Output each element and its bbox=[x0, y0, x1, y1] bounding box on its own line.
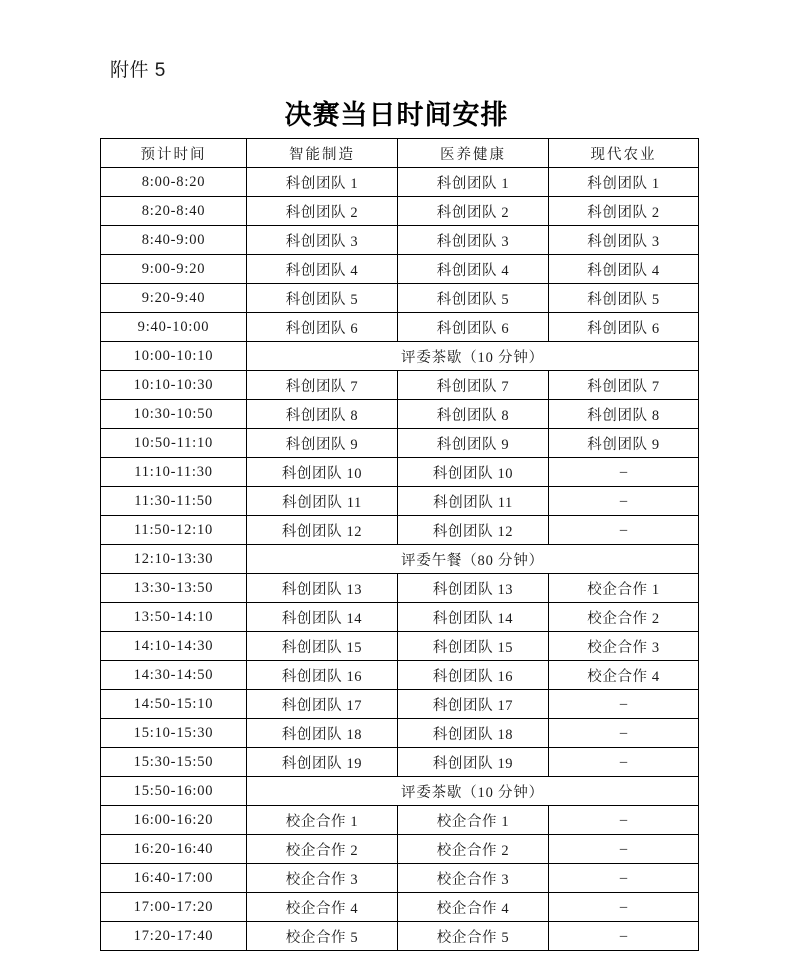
cell-track2: 科创团队 11 bbox=[398, 487, 549, 516]
cell-track3: – bbox=[549, 806, 699, 835]
cell-track3: – bbox=[549, 516, 699, 545]
table-row bbox=[101, 777, 699, 806]
cell-time: 10:10-10:30 bbox=[101, 371, 247, 400]
table-header-row bbox=[101, 139, 699, 168]
cell-time: 12:10-13:30 bbox=[101, 545, 247, 574]
table-row bbox=[101, 748, 699, 777]
cell-track1: 科创团队 2 bbox=[247, 197, 398, 226]
cell-track1: 科创团队 10 bbox=[247, 458, 398, 487]
cell-time: 17:20-17:40 bbox=[101, 922, 247, 951]
cell-track3: 科创团队 6 bbox=[549, 313, 699, 342]
cell-track3: – bbox=[549, 487, 699, 516]
cell-track3: – bbox=[549, 922, 699, 951]
cell-time: 8:40-9:00 bbox=[101, 226, 247, 255]
table-row bbox=[101, 516, 699, 545]
column-header-track3: 现代农业 bbox=[549, 139, 699, 168]
cell-track1: 科创团队 16 bbox=[247, 661, 398, 690]
cell-track1: 科创团队 18 bbox=[247, 719, 398, 748]
table-row bbox=[101, 284, 699, 313]
cell-track3: 科创团队 8 bbox=[549, 400, 699, 429]
cell-time: 9:00-9:20 bbox=[101, 255, 247, 284]
cell-track2: 科创团队 6 bbox=[398, 313, 549, 342]
cell-time: 10:00-10:10 bbox=[101, 342, 247, 371]
cell-time: 8:00-8:20 bbox=[101, 168, 247, 197]
table-row bbox=[101, 255, 699, 284]
table-row bbox=[101, 893, 699, 922]
cell-break-notice: 评委午餐（80 分钟） bbox=[247, 545, 699, 574]
cell-track3: 科创团队 1 bbox=[549, 168, 699, 197]
cell-track2: 科创团队 13 bbox=[398, 574, 549, 603]
cell-track2: 校企合作 2 bbox=[398, 835, 549, 864]
cell-track1: 科创团队 12 bbox=[247, 516, 398, 545]
cell-track2: 科创团队 7 bbox=[398, 371, 549, 400]
cell-time: 11:10-11:30 bbox=[101, 458, 247, 487]
table-header bbox=[101, 139, 699, 168]
table-row bbox=[101, 197, 699, 226]
cell-time: 15:10-15:30 bbox=[101, 719, 247, 748]
cell-track2: 科创团队 1 bbox=[398, 168, 549, 197]
cell-track1: 科创团队 6 bbox=[247, 313, 398, 342]
page-title: 决赛当日时间安排 bbox=[284, 100, 509, 130]
cell-track2: 科创团队 19 bbox=[398, 748, 549, 777]
cell-time: 10:30-10:50 bbox=[101, 400, 247, 429]
cell-track1: 科创团队 8 bbox=[247, 400, 398, 429]
cell-track2: 科创团队 14 bbox=[398, 603, 549, 632]
column-header-track2: 医养健康 bbox=[398, 139, 549, 168]
cell-time: 16:00-16:20 bbox=[101, 806, 247, 835]
cell-track3: – bbox=[549, 864, 699, 893]
cell-track3: – bbox=[549, 835, 699, 864]
cell-track3: – bbox=[549, 748, 699, 777]
cell-track3: 科创团队 3 bbox=[549, 226, 699, 255]
cell-track1: 科创团队 7 bbox=[247, 371, 398, 400]
table-row bbox=[101, 371, 699, 400]
table-row bbox=[101, 313, 699, 342]
cell-break-notice: 评委茶歇（10 分钟） bbox=[247, 777, 699, 806]
table-row bbox=[101, 487, 699, 516]
cell-time: 10:50-11:10 bbox=[101, 429, 247, 458]
cell-track2: 校企合作 4 bbox=[398, 893, 549, 922]
table-row bbox=[101, 864, 699, 893]
table-row bbox=[101, 400, 699, 429]
cell-track1: 校企合作 4 bbox=[247, 893, 398, 922]
cell-track1: 校企合作 5 bbox=[247, 922, 398, 951]
table-row bbox=[101, 661, 699, 690]
cell-time: 9:20-9:40 bbox=[101, 284, 247, 313]
cell-time: 15:50-16:00 bbox=[101, 777, 247, 806]
cell-track3: 科创团队 5 bbox=[549, 284, 699, 313]
table-row bbox=[101, 226, 699, 255]
cell-time: 14:10-14:30 bbox=[101, 632, 247, 661]
cell-time: 16:20-16:40 bbox=[101, 835, 247, 864]
table-row bbox=[101, 168, 699, 197]
cell-track1: 科创团队 13 bbox=[247, 574, 398, 603]
table-row bbox=[101, 806, 699, 835]
cell-track1: 科创团队 5 bbox=[247, 284, 398, 313]
table-row bbox=[101, 458, 699, 487]
cell-time: 11:50-12:10 bbox=[101, 516, 247, 545]
cell-track3: – bbox=[549, 458, 699, 487]
table-row bbox=[101, 545, 699, 574]
cell-time: 11:30-11:50 bbox=[101, 487, 247, 516]
cell-track3: – bbox=[549, 893, 699, 922]
cell-track3: – bbox=[549, 719, 699, 748]
cell-track2: 科创团队 15 bbox=[398, 632, 549, 661]
cell-time: 14:50-15:10 bbox=[101, 690, 247, 719]
cell-track1: 科创团队 1 bbox=[247, 168, 398, 197]
table-row bbox=[101, 835, 699, 864]
table-row bbox=[101, 632, 699, 661]
cell-time: 15:30-15:50 bbox=[101, 748, 247, 777]
column-header-track1: 智能制造 bbox=[247, 139, 398, 168]
cell-track1: 科创团队 4 bbox=[247, 255, 398, 284]
cell-track2: 科创团队 16 bbox=[398, 661, 549, 690]
cell-time: 14:30-14:50 bbox=[101, 661, 247, 690]
cell-track2: 科创团队 17 bbox=[398, 690, 549, 719]
table-row bbox=[101, 342, 699, 371]
table-row bbox=[101, 922, 699, 951]
cell-track1: 科创团队 19 bbox=[247, 748, 398, 777]
cell-time: 9:40-10:00 bbox=[101, 313, 247, 342]
cell-time: 13:50-14:10 bbox=[101, 603, 247, 632]
table-row bbox=[101, 690, 699, 719]
cell-track2: 科创团队 8 bbox=[398, 400, 549, 429]
cell-track1: 校企合作 1 bbox=[247, 806, 398, 835]
cell-track2: 科创团队 18 bbox=[398, 719, 549, 748]
table-row bbox=[101, 603, 699, 632]
cell-track3: 科创团队 7 bbox=[549, 371, 699, 400]
cell-track2: 校企合作 3 bbox=[398, 864, 549, 893]
cell-break-notice: 评委茶歇（10 分钟） bbox=[247, 342, 699, 371]
table-row bbox=[101, 574, 699, 603]
cell-track1: 校企合作 2 bbox=[247, 835, 398, 864]
cell-track2: 校企合作 1 bbox=[398, 806, 549, 835]
cell-track2: 校企合作 5 bbox=[398, 922, 549, 951]
table-row bbox=[101, 429, 699, 458]
cell-time: 13:30-13:50 bbox=[101, 574, 247, 603]
cell-track3: – bbox=[549, 690, 699, 719]
cell-track1: 校企合作 3 bbox=[247, 864, 398, 893]
cell-track1: 科创团队 14 bbox=[247, 603, 398, 632]
cell-time: 16:40-17:00 bbox=[101, 864, 247, 893]
cell-track1: 科创团队 17 bbox=[247, 690, 398, 719]
cell-track2: 科创团队 3 bbox=[398, 226, 549, 255]
cell-track2: 科创团队 9 bbox=[398, 429, 549, 458]
cell-time: 8:20-8:40 bbox=[101, 197, 247, 226]
cell-track1: 科创团队 11 bbox=[247, 487, 398, 516]
cell-track1: 科创团队 3 bbox=[247, 226, 398, 255]
cell-track3: 校企合作 2 bbox=[549, 603, 699, 632]
table-row bbox=[101, 719, 699, 748]
cell-track3: 校企合作 3 bbox=[549, 632, 699, 661]
cell-track3: 科创团队 4 bbox=[549, 255, 699, 284]
cell-track3: 校企合作 1 bbox=[549, 574, 699, 603]
table-body bbox=[101, 168, 699, 951]
attachment-label: 附件 5 bbox=[110, 60, 166, 81]
cell-track2: 科创团队 5 bbox=[398, 284, 549, 313]
cell-track2: 科创团队 2 bbox=[398, 197, 549, 226]
cell-track2: 科创团队 12 bbox=[398, 516, 549, 545]
cell-track1: 科创团队 15 bbox=[247, 632, 398, 661]
cell-track2: 科创团队 4 bbox=[398, 255, 549, 284]
cell-track3: 科创团队 2 bbox=[549, 197, 699, 226]
cell-time: 17:00-17:20 bbox=[101, 893, 247, 922]
cell-track3: 科创团队 9 bbox=[549, 429, 699, 458]
schedule-table bbox=[100, 138, 699, 951]
column-header-time: 预计时间 bbox=[101, 139, 247, 168]
cell-track3: 校企合作 4 bbox=[549, 661, 699, 690]
cell-track2: 科创团队 10 bbox=[398, 458, 549, 487]
cell-track1: 科创团队 9 bbox=[247, 429, 398, 458]
